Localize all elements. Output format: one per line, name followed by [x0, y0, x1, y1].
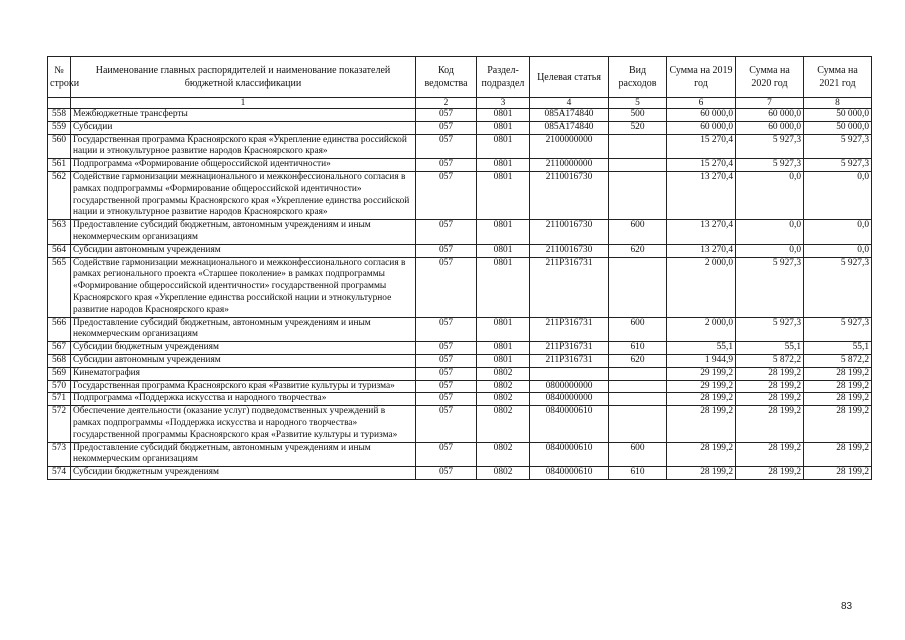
sum-2020-cell: 5 927,3: [736, 257, 804, 317]
header-sum-2019: Сумма на 2019 год: [667, 57, 736, 98]
sum-2020-cell: 5 927,3: [736, 134, 804, 159]
sum-2020-cell: 55,1: [736, 342, 804, 355]
section-cell: 0801: [477, 159, 530, 172]
table-row: [48, 134, 872, 159]
row-name-cell: Содействие гармонизации межнационального и межконфессионального согласия в рамках подпрограммы «Формирование общероссийской идентичности» государственной программы Красноярского края «Укрепление единства российской нации и этнокультурное развитие народов Красноярского края»: [71, 171, 416, 219]
department-code-cell: 057: [416, 134, 477, 159]
sum-2019-cell: 1 944,9: [667, 354, 736, 367]
sum-2021-cell: 5 927,3: [804, 134, 872, 159]
sum-2019-cell: 28 199,2: [667, 442, 736, 467]
header-sum-2020: Сумма на 2020 год: [736, 57, 804, 98]
column-number: 7: [736, 98, 804, 109]
department-code-cell: 057: [416, 367, 477, 380]
sum-2019-cell: 60 000,0: [667, 109, 736, 122]
section-cell: 0801: [477, 121, 530, 134]
target-item-cell: 085А174840: [530, 121, 609, 134]
expense-type-cell: [609, 393, 667, 406]
column-number: 5: [609, 98, 667, 109]
department-code-cell: 057: [416, 244, 477, 257]
sum-2020-cell: 60 000,0: [736, 121, 804, 134]
section-cell: 0802: [477, 467, 530, 480]
row-name-cell: Предоставление субсидий бюджетным, автономным учреждениям и иным некоммерческим организациям: [71, 220, 416, 245]
department-code-cell: 057: [416, 109, 477, 122]
column-number: 4: [530, 98, 609, 109]
sum-2021-cell: 5 927,3: [804, 317, 872, 342]
budget-table: [47, 56, 872, 480]
column-number: 8: [804, 98, 872, 109]
section-cell: 0801: [477, 342, 530, 355]
sum-2021-cell: 50 000,0: [804, 121, 872, 134]
department-code-cell: 057: [416, 467, 477, 480]
sum-2019-cell: 28 199,2: [667, 393, 736, 406]
sum-2021-cell: 50 000,0: [804, 109, 872, 122]
budget-page: [47, 56, 871, 480]
department-code-cell: 057: [416, 354, 477, 367]
expense-type-cell: [609, 367, 667, 380]
row-name-cell: Подпрограмма «Поддержка искусства и народного творчества»: [71, 393, 416, 406]
target-item-cell: 211Р316731: [530, 354, 609, 367]
target-item-cell: 211Р316731: [530, 342, 609, 355]
sum-2019-cell: 29 199,2: [667, 367, 736, 380]
sum-2020-cell: 0,0: [736, 171, 804, 219]
sum-2020-cell: 28 199,2: [736, 467, 804, 480]
column-number-empty: [48, 98, 71, 109]
row-name-cell: Кинематография: [71, 367, 416, 380]
row-number-cell: 568: [48, 354, 71, 367]
table-row: [48, 393, 872, 406]
row-number-cell: 563: [48, 220, 71, 245]
department-code-cell: 057: [416, 393, 477, 406]
table-row: [48, 442, 872, 467]
row-name-cell: Субсидии: [71, 121, 416, 134]
row-number-cell: 560: [48, 134, 71, 159]
sum-2019-cell: 28 199,2: [667, 406, 736, 442]
table-row: [48, 244, 872, 257]
sum-2020-cell: 28 199,2: [736, 367, 804, 380]
section-cell: 0801: [477, 109, 530, 122]
target-item-cell: 0840000610: [530, 467, 609, 480]
sum-2021-cell: 5 872,2: [804, 354, 872, 367]
expense-type-cell: 520: [609, 121, 667, 134]
target-item-cell: 0800000000: [530, 380, 609, 393]
table-row: [48, 342, 872, 355]
section-cell: 0802: [477, 380, 530, 393]
sum-2019-cell: 60 000,0: [667, 121, 736, 134]
sum-2020-cell: 28 199,2: [736, 393, 804, 406]
sum-2021-cell: 0,0: [804, 220, 872, 245]
column-number: 3: [477, 98, 530, 109]
target-item-cell: 2110016730: [530, 244, 609, 257]
row-number-cell: 559: [48, 121, 71, 134]
row-name-cell: Межбюджетные трансферты: [71, 109, 416, 122]
row-name-cell: Содействие гармонизации межнационального и межконфессионального согласия в рамках регионального проекта «Старшее поколение» в рамках подпрограммы «Формирование общероссийской идентичности» государственной программы Красноярского края «Укрепление единства российской нации и этнокультурное развитие народов Красноярского края»: [71, 257, 416, 317]
expense-type-cell: 600: [609, 220, 667, 245]
row-number-cell: 566: [48, 317, 71, 342]
table-row: [48, 367, 872, 380]
section-cell: 0801: [477, 257, 530, 317]
sum-2020-cell: 28 199,2: [736, 442, 804, 467]
expense-type-cell: 610: [609, 467, 667, 480]
sum-2019-cell: 2 000,0: [667, 317, 736, 342]
section-cell: 0801: [477, 354, 530, 367]
header-department-code: Код ведомства: [416, 57, 477, 98]
target-item-cell: 0840000610: [530, 442, 609, 467]
row-number-cell: 558: [48, 109, 71, 122]
header-row: [48, 57, 872, 98]
target-item-cell: [530, 367, 609, 380]
department-code-cell: 057: [416, 220, 477, 245]
expense-type-cell: 620: [609, 244, 667, 257]
section-cell: 0801: [477, 317, 530, 342]
row-name-cell: Субсидии бюджетным учреждениям: [71, 467, 416, 480]
sum-2019-cell: 15 270,4: [667, 134, 736, 159]
sum-2021-cell: 55,1: [804, 342, 872, 355]
department-code-cell: 057: [416, 317, 477, 342]
expense-type-cell: 600: [609, 317, 667, 342]
row-number-cell: 572: [48, 406, 71, 442]
expense-type-cell: [609, 257, 667, 317]
row-name-cell: Государственная программа Красноярского края «Укрепление единства российской нации и этнокультурное развитие народов Красноярского края»: [71, 134, 416, 159]
sum-2019-cell: 55,1: [667, 342, 736, 355]
section-cell: 0802: [477, 393, 530, 406]
sum-2020-cell: 5 927,3: [736, 159, 804, 172]
section-cell: 0801: [477, 244, 530, 257]
header-row-number: № строки: [48, 57, 71, 98]
target-item-cell: 0840000000: [530, 393, 609, 406]
sum-2019-cell: 13 270,4: [667, 220, 736, 245]
target-item-cell: 0840000610: [530, 406, 609, 442]
sum-2020-cell: 5 872,2: [736, 354, 804, 367]
department-code-cell: 057: [416, 406, 477, 442]
target-item-cell: 2110016730: [530, 171, 609, 219]
sum-2020-cell: 60 000,0: [736, 109, 804, 122]
target-item-cell: 2110016730: [530, 220, 609, 245]
sum-2021-cell: 5 927,3: [804, 257, 872, 317]
sum-2021-cell: 28 199,2: [804, 467, 872, 480]
table-row: [48, 467, 872, 480]
target-item-cell: 2110000000: [530, 159, 609, 172]
sum-2019-cell: 2 000,0: [667, 257, 736, 317]
sum-2020-cell: 0,0: [736, 244, 804, 257]
expense-type-cell: 500: [609, 109, 667, 122]
row-number-cell: 564: [48, 244, 71, 257]
section-cell: 0802: [477, 406, 530, 442]
sum-2019-cell: 13 270,4: [667, 171, 736, 219]
row-number-cell: 567: [48, 342, 71, 355]
column-number: 1: [71, 98, 416, 109]
row-name-cell: Обеспечение деятельности (оказание услуг) подведомственных учреждений в рамках подпрограммы «Поддержка искусства и народного творчества» государственной программы Красноярского края «Развитие культуры и туризма»: [71, 406, 416, 442]
section-cell: 0801: [477, 171, 530, 219]
row-number-cell: 569: [48, 367, 71, 380]
sum-2019-cell: 28 199,2: [667, 467, 736, 480]
expense-type-cell: 620: [609, 354, 667, 367]
expense-type-cell: [609, 380, 667, 393]
expense-type-cell: 610: [609, 342, 667, 355]
expense-type-cell: [609, 159, 667, 172]
sum-2020-cell: 0,0: [736, 220, 804, 245]
column-number-row: [48, 98, 872, 109]
sum-2021-cell: 0,0: [804, 244, 872, 257]
department-code-cell: 057: [416, 257, 477, 317]
row-name-cell: Предоставление субсидий бюджетным, автономным учреждениям и иным некоммерческим организациям: [71, 317, 416, 342]
table-row: [48, 317, 872, 342]
department-code-cell: 057: [416, 442, 477, 467]
section-cell: 0802: [477, 442, 530, 467]
row-number-cell: 565: [48, 257, 71, 317]
target-item-cell: 211Р316731: [530, 257, 609, 317]
expense-type-cell: [609, 406, 667, 442]
header-name: Наименование главных распорядителей и наименование показателей бюджетной классификации: [71, 57, 416, 98]
row-name-cell: Субсидии автономным учреждениям: [71, 354, 416, 367]
target-item-cell: 085А174840: [530, 109, 609, 122]
section-cell: 0801: [477, 220, 530, 245]
table-row: [48, 121, 872, 134]
table-row: [48, 109, 872, 122]
row-number-cell: 562: [48, 171, 71, 219]
table-row: [48, 171, 872, 219]
sum-2021-cell: 0,0: [804, 171, 872, 219]
row-number-cell: 574: [48, 467, 71, 480]
row-name-cell: Государственная программа Красноярского края «Развитие культуры и туризма»: [71, 380, 416, 393]
section-cell: 0802: [477, 367, 530, 380]
sum-2021-cell: 28 199,2: [804, 442, 872, 467]
table-row: [48, 406, 872, 442]
table-row: [48, 159, 872, 172]
row-name-cell: Субсидии бюджетным учреждениям: [71, 342, 416, 355]
row-number-cell: 561: [48, 159, 71, 172]
table-row: [48, 220, 872, 245]
page-number: 83: [841, 601, 853, 612]
column-number: 2: [416, 98, 477, 109]
sum-2019-cell: 29 199,2: [667, 380, 736, 393]
header-section: Раздел-подраздел: [477, 57, 530, 98]
department-code-cell: 057: [416, 171, 477, 219]
sum-2021-cell: 28 199,2: [804, 406, 872, 442]
header-sum-2021: Сумма на 2021 год: [804, 57, 872, 98]
department-code-cell: 057: [416, 159, 477, 172]
row-name-cell: Предоставление субсидий бюджетным, автономным учреждениям и иным некоммерческим организациям: [71, 442, 416, 467]
sum-2020-cell: 28 199,2: [736, 380, 804, 393]
sum-2021-cell: 28 199,2: [804, 380, 872, 393]
expense-type-cell: 600: [609, 442, 667, 467]
table-row: [48, 380, 872, 393]
row-name-cell: Субсидии автономным учреждениям: [71, 244, 416, 257]
header-target-item: Целевая статья: [530, 57, 609, 98]
sum-2020-cell: 5 927,3: [736, 317, 804, 342]
row-number-cell: 573: [48, 442, 71, 467]
sum-2019-cell: 13 270,4: [667, 244, 736, 257]
table-row: [48, 257, 872, 317]
department-code-cell: 057: [416, 380, 477, 393]
sum-2021-cell: 28 199,2: [804, 367, 872, 380]
column-number: 6: [667, 98, 736, 109]
sum-2021-cell: 28 199,2: [804, 393, 872, 406]
department-code-cell: 057: [416, 121, 477, 134]
header-expense-type: Вид расходов: [609, 57, 667, 98]
sum-2021-cell: 5 927,3: [804, 159, 872, 172]
target-item-cell: 211Р316731: [530, 317, 609, 342]
row-number-cell: 571: [48, 393, 71, 406]
department-code-cell: 057: [416, 342, 477, 355]
table-row: [48, 354, 872, 367]
row-number-cell: 570: [48, 380, 71, 393]
expense-type-cell: [609, 171, 667, 219]
section-cell: 0801: [477, 134, 530, 159]
target-item-cell: 2100000000: [530, 134, 609, 159]
expense-type-cell: [609, 134, 667, 159]
sum-2019-cell: 15 270,4: [667, 159, 736, 172]
sum-2020-cell: 28 199,2: [736, 406, 804, 442]
row-name-cell: Подпрограмма «Формирование общероссийской идентичности»: [71, 159, 416, 172]
